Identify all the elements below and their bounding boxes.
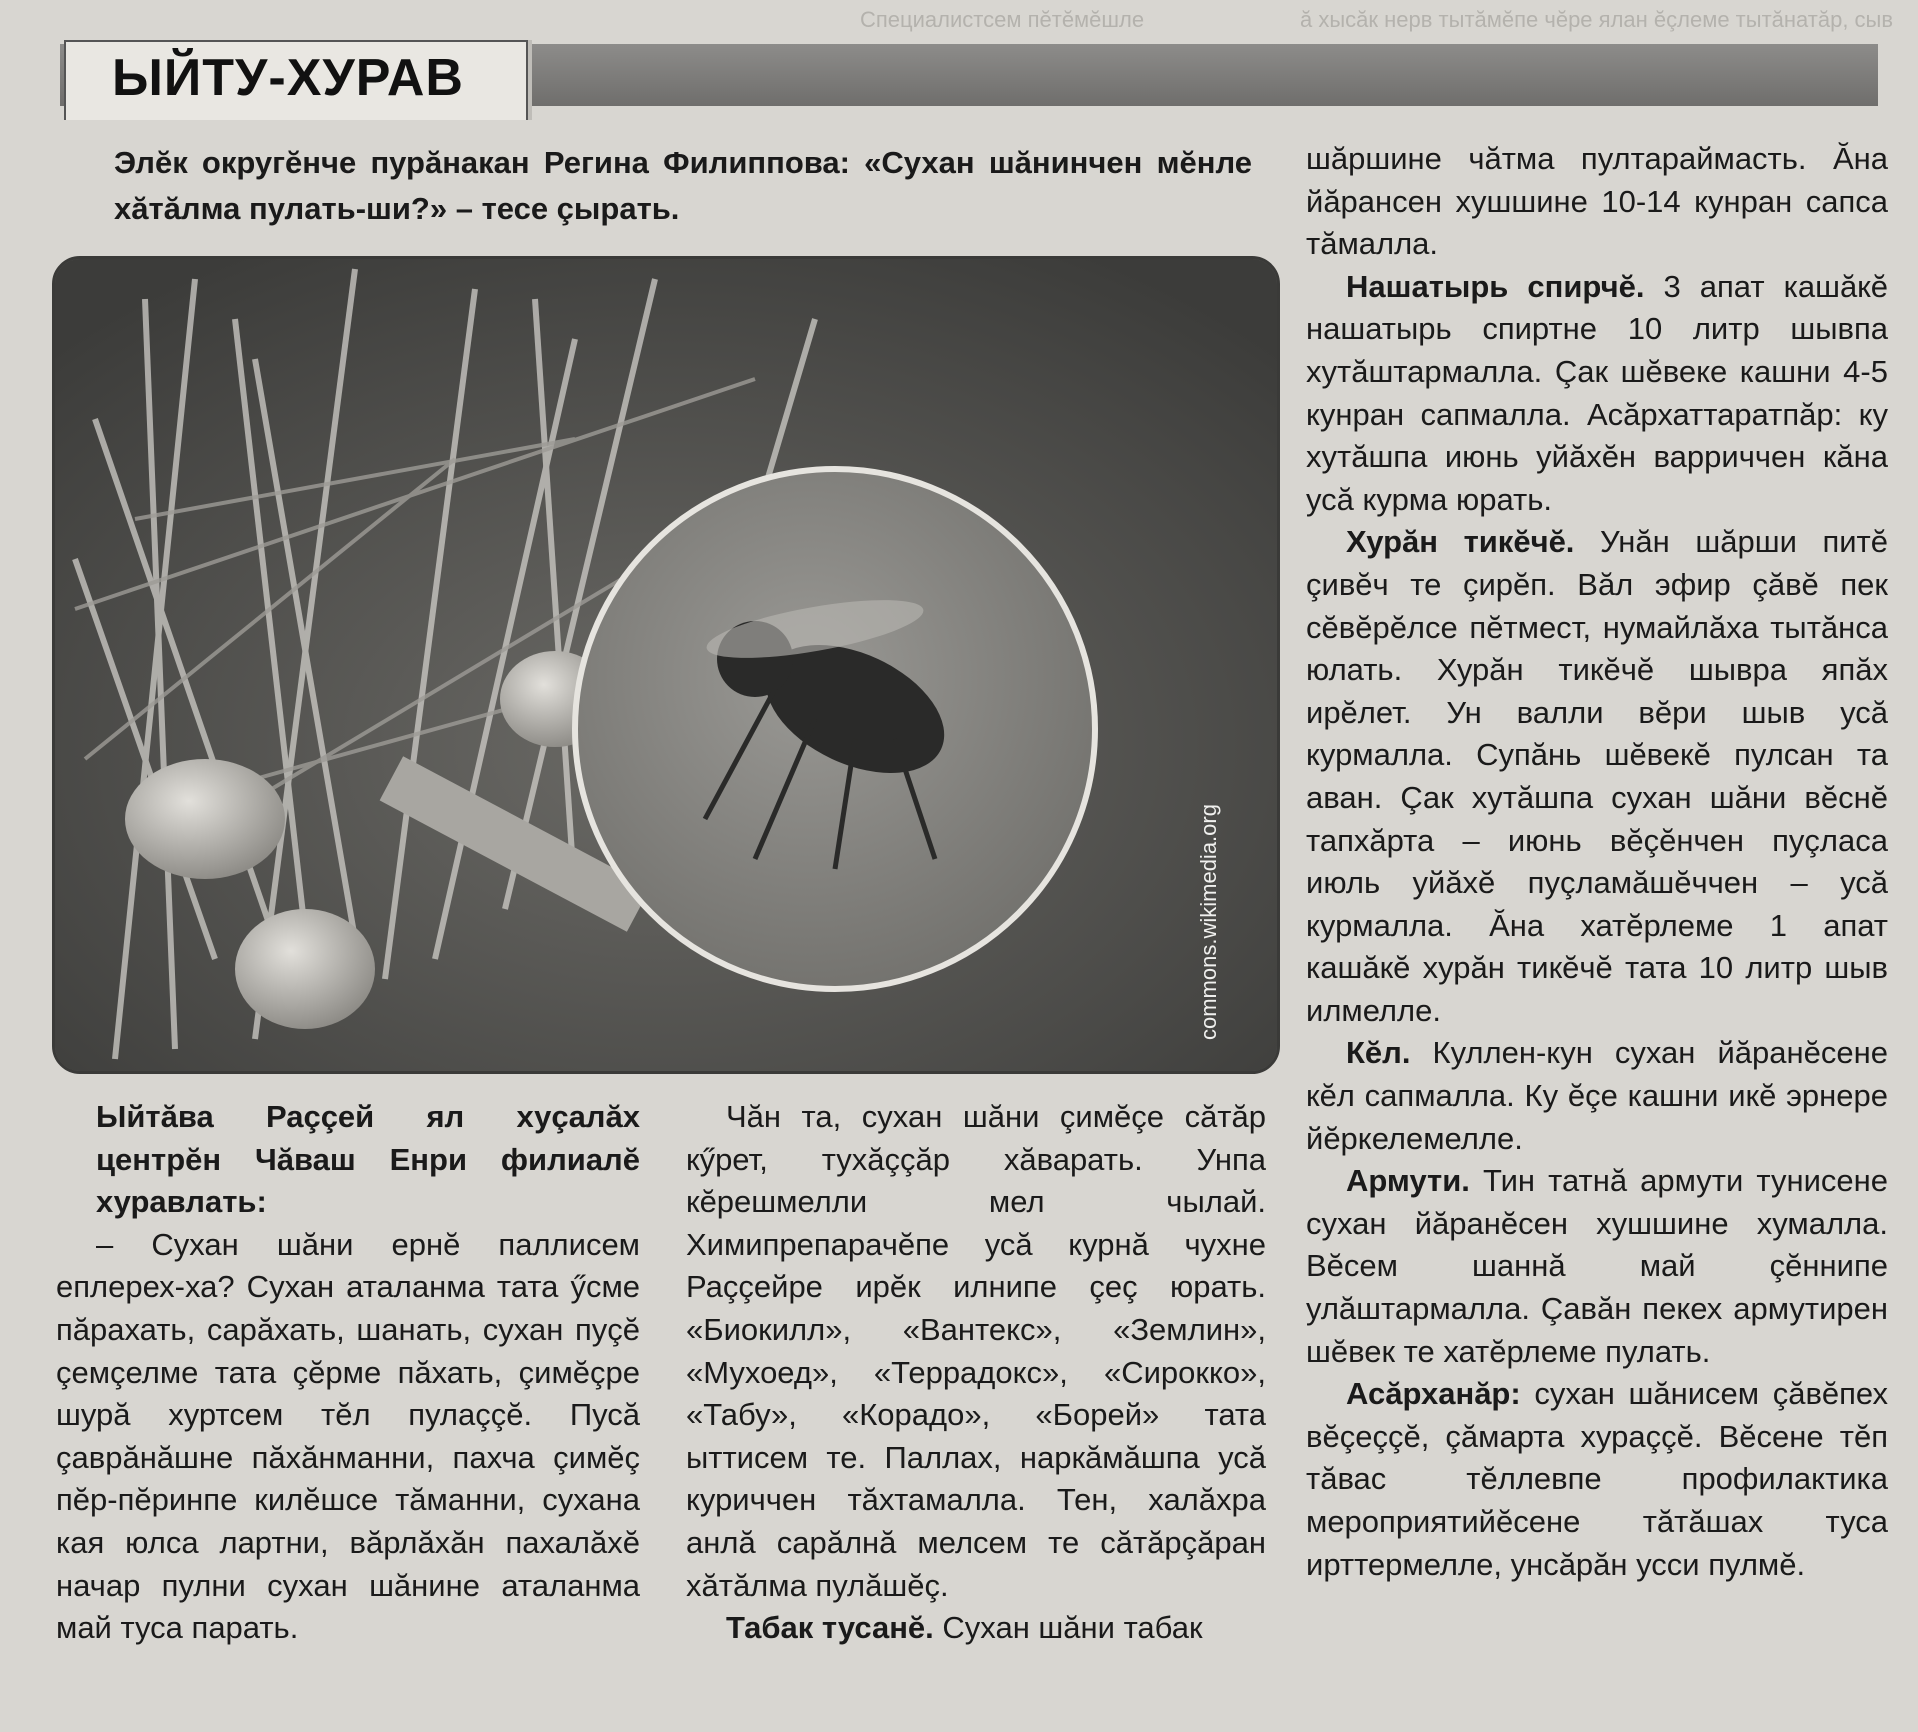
column-2	[686, 1096, 1266, 1650]
col3-paragraph-1	[1306, 266, 1888, 522]
bleed-through-top-right: ă хысăк нерв тытăмĕпе чĕре ялан ĕçлеме тытăнатăр, сыв	[1300, 7, 1894, 32]
col3-p5-heading: Асăрханăр:	[1346, 1376, 1521, 1412]
col3-p2-heading: Хурăн тикĕчĕ.	[1346, 524, 1575, 560]
bleed-through-top-center: Специалистсем пĕтĕмĕшле	[860, 7, 1145, 32]
column-1	[56, 1096, 640, 1650]
col3-paragraph-2	[1306, 521, 1888, 1032]
col3-p4-body: Тин татнă армути тунисене сухан йăранĕсен хушшине хумалла. Вĕсем шаннă май çĕннипе улăштармалла. Çавăн пекех армутирен шĕвек те хатĕрлеме пулать.	[1306, 1163, 1888, 1369]
photo-credit: commons.wikimedia.org	[1196, 804, 1221, 1040]
col3-paragraph-3	[1306, 1032, 1888, 1160]
col2-paragraph-2	[686, 1607, 1266, 1650]
col3-paragraph-0: шăршине чăтма пултараймасть. Ăна йăрансен хушшине 10-14 кунран сапса тăмалла.	[1306, 141, 1888, 262]
col3-p3-body: Куллен-кун сухан йăранĕсене кĕл сапмалла. Ку ĕçе кашни икĕ эрнере йĕркелемелле.	[1306, 1035, 1888, 1156]
col3-p5-body: сухан шăнисем çăвĕпех вĕçеççĕ, çăмарта хураççĕ. Вĕсене тĕп тăвас тĕллевпе профилактика мероприятийĕсене тăтăшах туса ирттермелле, унсăрăн усси пулмĕ.	[1306, 1376, 1888, 1582]
onion-fly-photo	[52, 256, 1280, 1074]
col3-p2-body: Унăн шăрши питĕ çивĕч те çирĕп. Вăл эфир çăвĕ пек сĕвĕрĕлсе пĕтмест, нумайлăха тытăнса юлать. Хурăн тикĕчĕ шывра япăх ирĕлет. Ун валли вĕри шыв усă курмалла. Супăнь шĕвекĕ пулсан та аван. Çак хутăшпа сухан шăни вĕснĕ тапхăрта – июнь вĕçĕнчен пуçласа июль уйăхĕ пуçламăшĕччен – усă курмалла. Ăна хатĕрлеме 1 апат кашăкĕ хурăн тикĕчĕ тата 10 литр шыв илмелле.	[1306, 524, 1888, 1028]
col3-paragraph-4	[1306, 1160, 1888, 1373]
reader-question: Элĕк округĕнче пурăнакан Регина Филиппова: «Сухан шăнинчен мĕнле хăтăлма пулать-ши?» – тесе çырать.	[114, 145, 1252, 226]
col2-paragraph-1: Чăн та, сухан шăни çимĕçе сăтăр кӳрет, тухăççăр хăварать. Унпа кĕрешмелли мел чылай. Химипрепарачĕпе усă курнă чухне Раççейре ирĕк илнипе çеç юрать. «Биокилл», «Вантекс», «Землин», «Мухоед», «Террадокс», «Сирокко», «Табу», «Корадо», «Борей» тата ыттисем те. Паллах, наркăмăшпа усă куриччен тăхтамалла. Тен, халăхра анлă сарăлнă мелсем те сăтăрçăран хăтăлма пулăшĕç.	[686, 1099, 1266, 1603]
answer-source: Ыйтăва Раççей ял хуçалăх центрĕн Чăваш Енри филиалĕ хуравлать:	[96, 1099, 640, 1220]
photo-illustration	[55, 259, 1277, 1071]
col3-p1-heading: Нашатырь спирчĕ.	[1346, 268, 1645, 304]
column-3	[1306, 138, 1888, 1586]
col3-p4-heading: Армути.	[1346, 1163, 1470, 1199]
section-title: ЫЙТУ-ХУРАВ	[112, 49, 464, 107]
col3-paragraph-5	[1306, 1373, 1888, 1586]
col1-paragraph-1: – Сухан шăни ернĕ паллисем еплерех-ха? Сухан аталанма тата ӳсме пăрахать, сарăхать, шанать, сухан пуçĕ çемçелме тата çĕрме пăхать, çимĕçре шурă хуртсем тĕл пулаççĕ. Пусă çаврăнăшне пăхăнманни, пахча çимĕç пĕр-пĕринпе килĕшсе тăманни, сухана кая юлса лартни, вăрлăхăн пахалăхĕ начар пулни сухан шăнине аталанма май туса парать.	[56, 1226, 640, 1646]
col2-p2-heading: Табак тусанĕ.	[726, 1610, 934, 1646]
col3-p1-body: 3 апат кашăкĕ нашатырь спиртне 10 литр шывпа хутăштармалла. Çак шĕвеке кашни 4-5 кунран сапмалла. Асăрхаттаратпăр: ку хутăшпа июнь уйăхĕн варриччен кăна усă курма юрать.	[1306, 268, 1888, 517]
col2-p2-body: Сухан шăни табак	[933, 1610, 1203, 1646]
col3-p3-heading: Кĕл.	[1346, 1035, 1411, 1071]
